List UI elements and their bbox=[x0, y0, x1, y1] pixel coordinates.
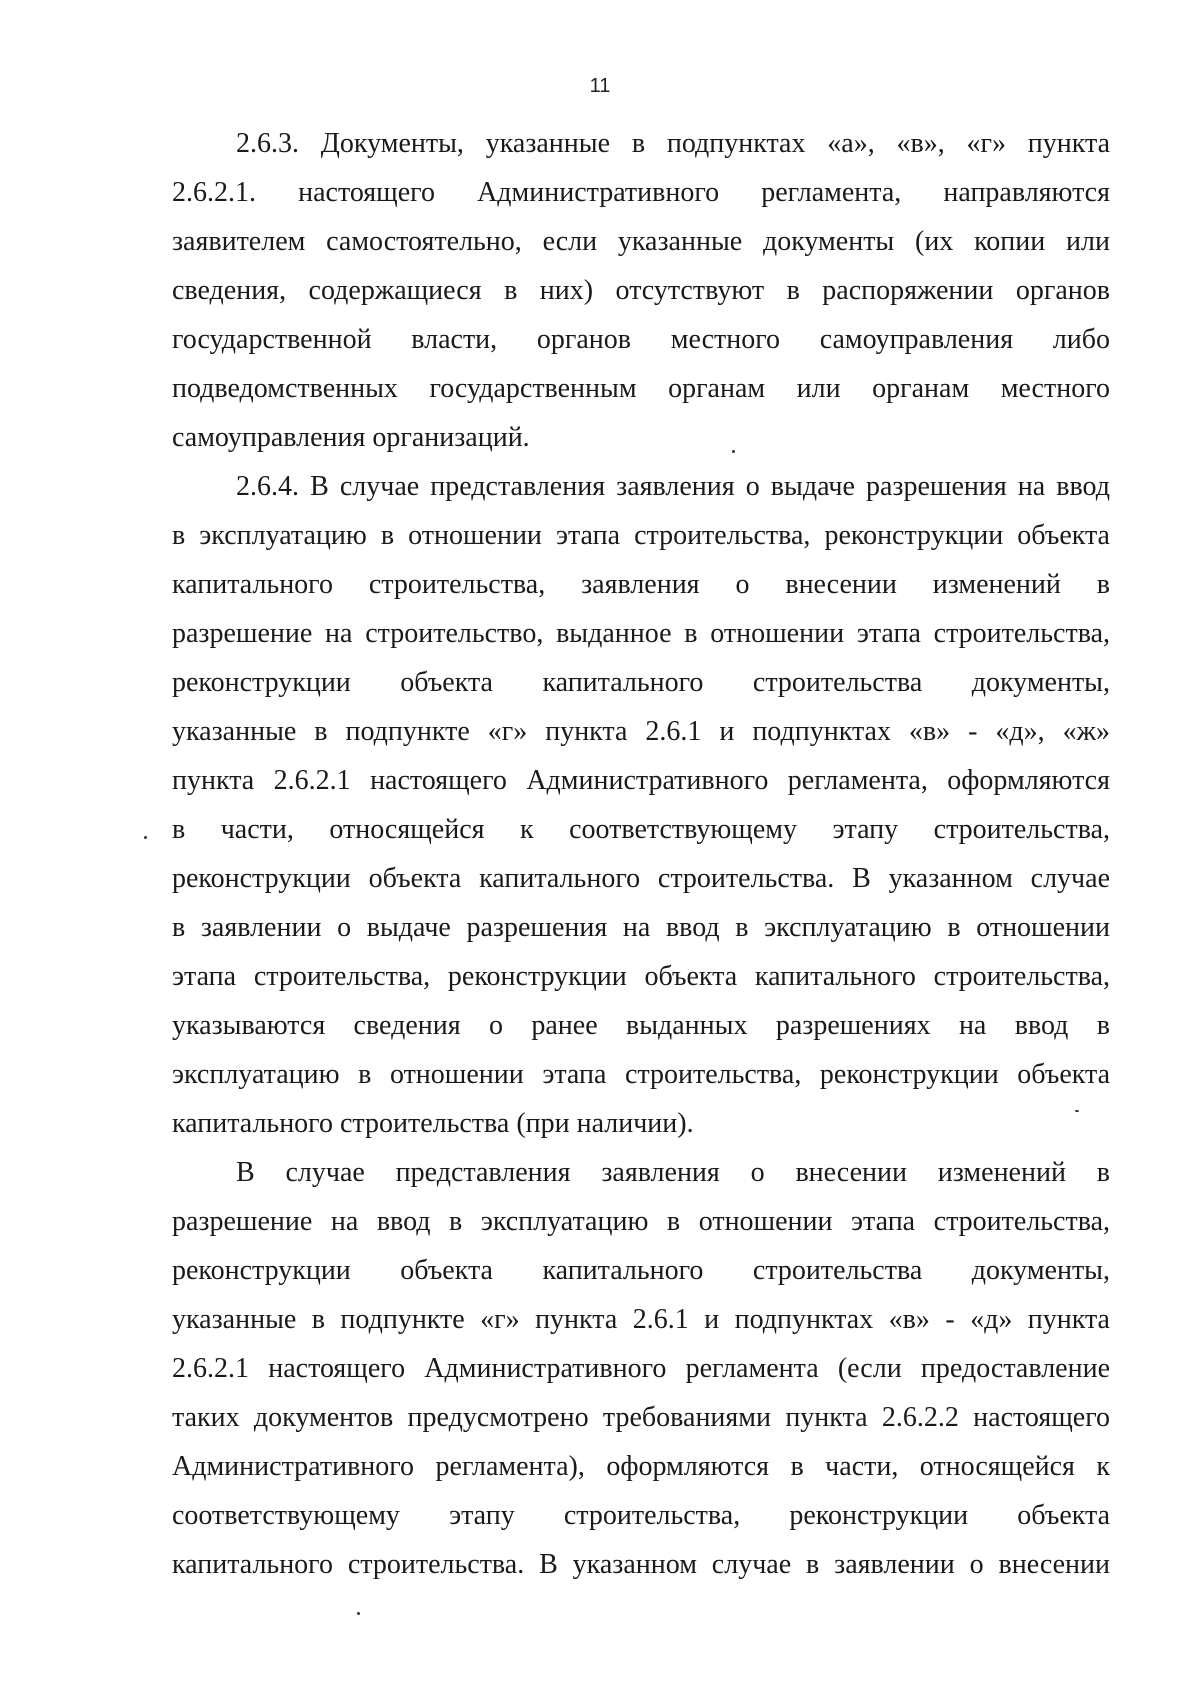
text-line: указанные в подпункте «г» пункта 2.6.1 и подпунктах «в» - «д» пункта bbox=[172, 1304, 1110, 1335]
text-line: капитального строительства (при наличии). bbox=[172, 1108, 694, 1139]
paragraph-2-6-3 bbox=[172, 119, 1110, 462]
text-line: этапа строительства, реконструкции объекта капитального строительства, bbox=[172, 961, 1110, 992]
text-line: 2.6.2.1. настоящего Административного регламента, направляются bbox=[172, 177, 1110, 208]
text-line: 2.6.3. Документы, указанные в подпунктах «а», «в», «г» пункта bbox=[236, 128, 1110, 159]
text-line: 2.6.4. В случае представления заявления о выдаче разрешения на ввод bbox=[236, 471, 1110, 502]
paragraph-change-request bbox=[172, 1148, 1110, 1589]
text-line: в эксплуатацию в отношении этапа строительства, реконструкции объекта bbox=[172, 520, 1110, 551]
text-line: в части, относящейся к соответствующему этапу строительства, bbox=[172, 814, 1110, 845]
text-line: реконструкции объекта капитального строительства документы, bbox=[172, 1255, 1110, 1286]
text-line: Административного регламента), оформляются в части, относящейся к bbox=[172, 1451, 1110, 1482]
document-body bbox=[172, 119, 1110, 1589]
page-number: 11 bbox=[589, 75, 611, 97]
text-line: В случае представления заявления о внесении изменений в bbox=[236, 1157, 1110, 1188]
text-line: 2.6.2.1 настоящего Административного регламента (если предоставление bbox=[172, 1353, 1110, 1384]
scan-speck bbox=[1075, 1110, 1079, 1112]
text-line: заявителем самостоятельно, если указанные документы (их копии или bbox=[172, 226, 1110, 257]
scan-speck bbox=[732, 450, 735, 453]
scan-speck bbox=[144, 836, 147, 839]
text-line: соответствующему этапу строительства, реконструкции объекта bbox=[172, 1500, 1110, 1531]
text-line: пункта 2.6.2.1 настоящего Административного регламента, оформляются bbox=[172, 765, 1110, 796]
text-line: подведомственных государственным органам или органам местного bbox=[172, 373, 1110, 404]
text-line: разрешение на ввод в эксплуатацию в отношении этапа строительства, bbox=[172, 1206, 1110, 1237]
text-line: эксплуатацию в отношении этапа строительства, реконструкции объекта bbox=[172, 1059, 1110, 1090]
text-line: капитального строительства, заявления о внесении изменений в bbox=[172, 569, 1110, 600]
text-line: указанные в подпункте «г» пункта 2.6.1 и подпунктах «в» - «д», «ж» bbox=[172, 716, 1110, 747]
text-line: капитального строительства. В указанном случае в заявлении о внесении bbox=[172, 1549, 1110, 1580]
text-line: разрешение на строительство, выданное в отношении этапа строительства, bbox=[172, 618, 1110, 649]
text-line: указываются сведения о ранее выданных разрешениях на ввод в bbox=[172, 1010, 1110, 1041]
scan-speck bbox=[357, 1612, 360, 1615]
text-line: реконструкции объекта капитального строительства документы, bbox=[172, 667, 1110, 698]
text-line: таких документов предусмотрено требованиями пункта 2.6.2.2 настоящего bbox=[172, 1402, 1110, 1433]
text-line: сведения, содержащиеся в них) отсутствуют в распоряжении органов bbox=[172, 275, 1110, 306]
text-line: в заявлении о выдаче разрешения на ввод в эксплуатацию в отношении bbox=[172, 912, 1110, 943]
text-line: реконструкции объекта капитального строительства. В указанном случае bbox=[172, 863, 1110, 894]
text-line: самоуправления организаций. bbox=[172, 422, 530, 453]
text-line: государственной власти, органов местного самоуправления либо bbox=[172, 324, 1110, 355]
paragraph-2-6-4 bbox=[172, 462, 1110, 1148]
